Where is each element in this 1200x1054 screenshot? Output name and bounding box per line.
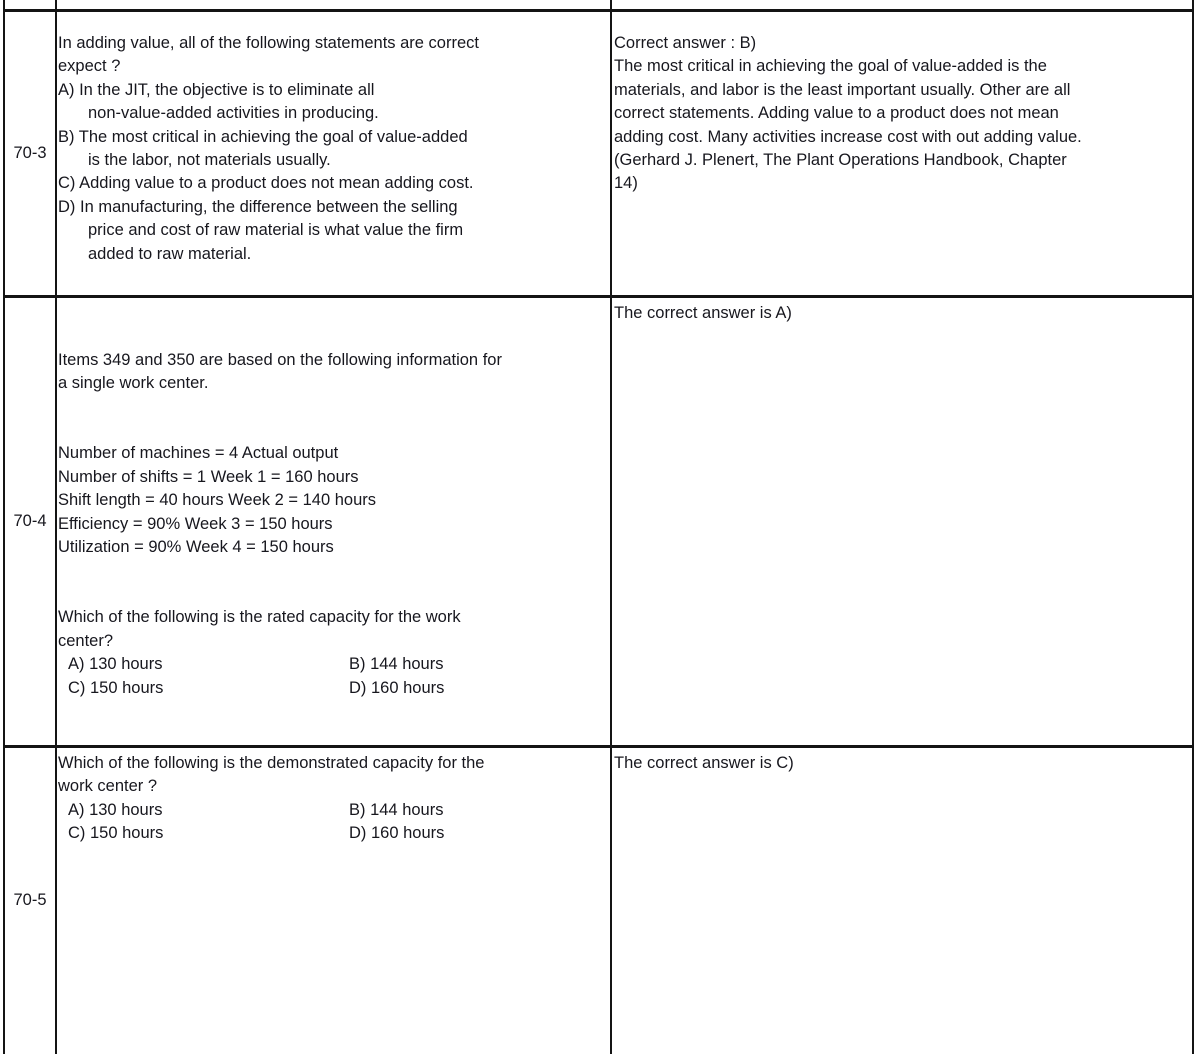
- text-line: correct statements. Adding value to a product does not mean: [614, 104, 1059, 123]
- text-line: work center ?: [58, 777, 158, 796]
- option-text: D) 160 hours: [349, 824, 445, 843]
- text-line: The correct answer is A): [614, 304, 792, 322]
- row-id-label: 70-4: [13, 511, 47, 530]
- text-line: is the labor, not materials usually.: [88, 151, 331, 170]
- text-line: The most critical in achieving the goal of value-added is the: [614, 57, 1047, 76]
- text-line: Number of shifts = 1 Week 1 = 160 hours: [58, 467, 359, 486]
- answer-cell: [612, 12, 1192, 295]
- text-line: [58, 325, 610, 348]
- text-line: B) The most critical in achieving the goal of value-added: [58, 127, 468, 146]
- text-line: Which of the following is the rated capacity for the work: [58, 608, 461, 627]
- text-line: added to raw material.: [88, 244, 252, 263]
- row-id-cell: [5, 12, 55, 295]
- table-border-right: [1192, 0, 1194, 1054]
- row-id-label: 70-3: [13, 143, 47, 162]
- text-line: price and cost of raw material is what value the firm: [88, 221, 464, 240]
- text-line: A) In the JIT, the objective is to eliminate all: [58, 80, 375, 99]
- row-id-cell: [5, 298, 55, 745]
- option-text: C) 150 hours: [68, 824, 164, 843]
- option-text: A) 130 hours: [68, 800, 163, 819]
- option-text: D) 160 hours: [349, 678, 445, 697]
- text-line: [58, 302, 610, 325]
- text-line: [58, 419, 610, 442]
- question-cell: [57, 748, 610, 1054]
- text-line: In adding value, all of the following statements are correct: [58, 34, 479, 52]
- text-line: Number of machines = 4 Actual output: [58, 444, 339, 463]
- text-line: [58, 396, 610, 419]
- text-line: Which of the following is the demonstrated capacity for the: [58, 754, 485, 772]
- option-text: B) 144 hours: [349, 800, 444, 819]
- option-text: B) 144 hours: [349, 655, 444, 674]
- text-line: adding cost. Many activities increase cost with out adding value.: [614, 127, 1082, 146]
- answer-cell: [612, 298, 1192, 745]
- question-cell: [57, 12, 610, 295]
- text-line: [58, 559, 610, 582]
- text-line: [58, 677, 610, 700]
- text-line: center?: [58, 631, 114, 650]
- text-line: a single work center.: [58, 374, 209, 393]
- text-line: (Gerhard J. Plenert, The Plant Operations Handbook, Chapter: [614, 151, 1067, 170]
- text-line: C) Adding value to a product does not mean adding cost.: [58, 174, 474, 193]
- answer-cell: [612, 748, 1192, 1054]
- text-line: 14): [614, 174, 638, 193]
- text-line: Items 349 and 350 are based on the following information for: [58, 350, 502, 369]
- text-line: Shift length = 40 hours Week 2 = 140 hours: [58, 491, 376, 510]
- text-line: materials, and labor is the least important usually. Other are all: [614, 80, 1071, 99]
- text-line: [58, 653, 610, 676]
- text-line: [58, 583, 610, 606]
- text-line: Utilization = 90% Week 4 = 150 hours: [58, 538, 334, 557]
- question-cell: [57, 298, 610, 745]
- text-line: D) In manufacturing, the difference between the selling: [58, 197, 458, 216]
- text-line: [58, 822, 610, 845]
- text-line: non-value-added activities in producing.: [88, 104, 379, 123]
- option-text: C) 150 hours: [68, 678, 164, 697]
- row-id-label: 70-5: [13, 891, 47, 910]
- text-line: Efficiency = 90% Week 3 = 150 hours: [58, 514, 333, 533]
- text-line: The correct answer is C): [614, 754, 794, 772]
- text-line: expect ?: [58, 57, 121, 76]
- row-id-cell: [5, 748, 55, 1054]
- option-text: A) 130 hours: [68, 655, 163, 674]
- text-line: Correct answer : B): [614, 34, 757, 52]
- text-line: [58, 799, 610, 822]
